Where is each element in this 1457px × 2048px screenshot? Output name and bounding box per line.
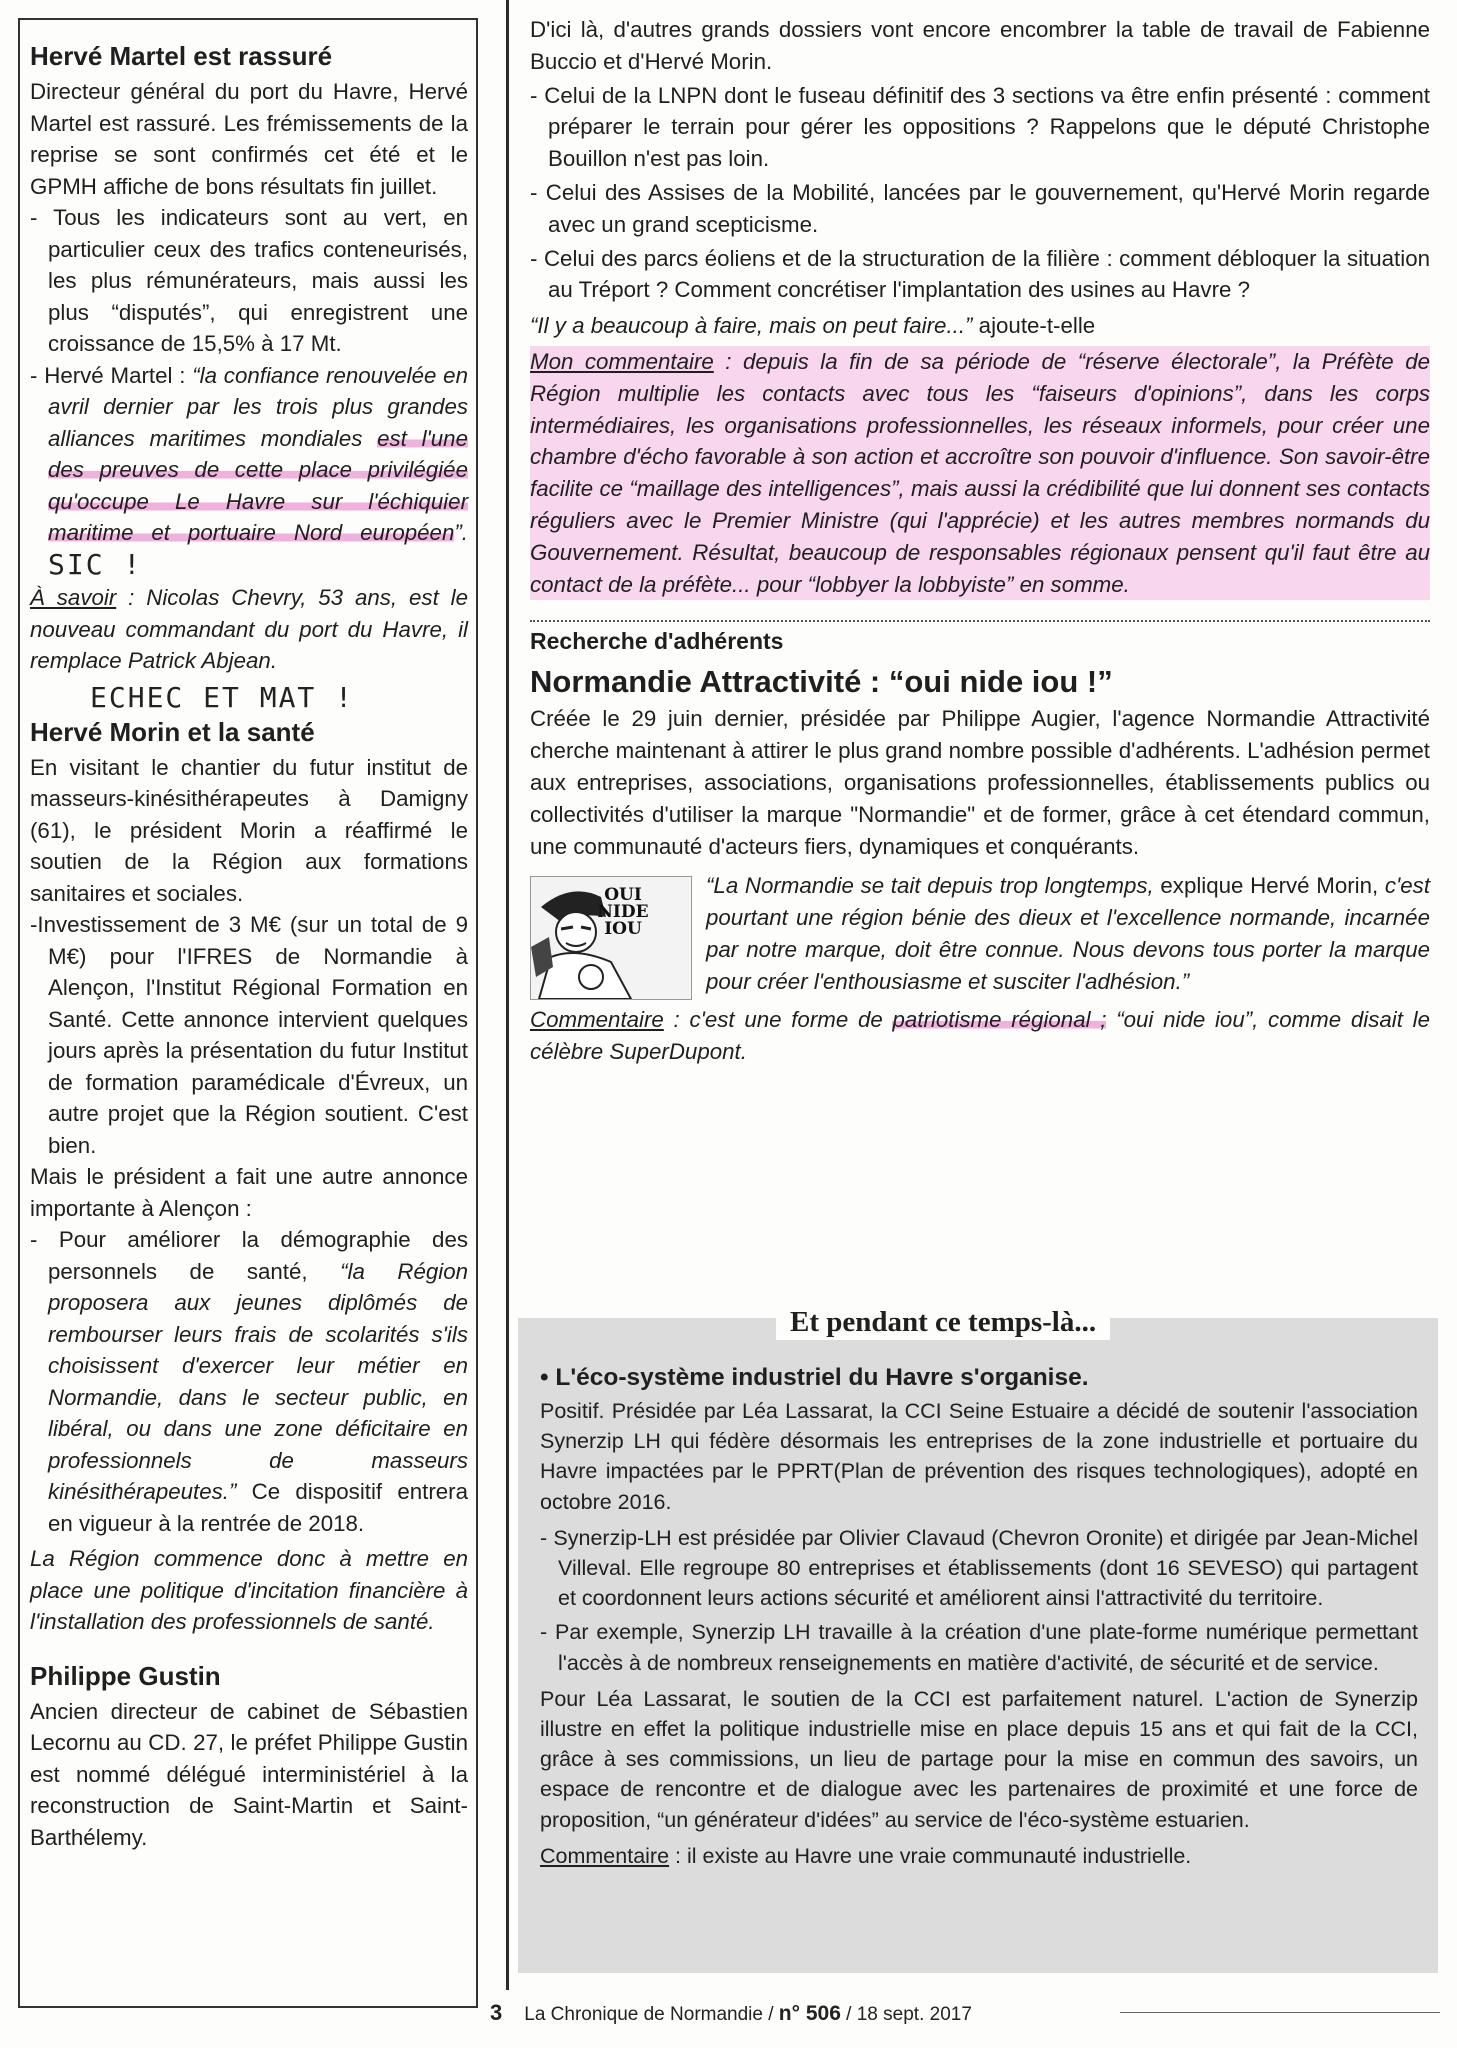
meanwhile-box xyxy=(518,1306,1438,1973)
buccio-quote-attr: ajoute-t-elle xyxy=(972,313,1096,339)
box-commentary-text: : il existe au Havre une vraie communauté industrielle. xyxy=(669,1843,1192,1868)
superdupont-illustration xyxy=(530,876,692,1000)
morin-para-2: Mais le président a fait une autre annonce importante à Alençon : xyxy=(30,1164,468,1221)
gustin-text: Ancien directeur de cabinet de Sébastien Lecornu au CD. 27, le préfet Philippe Gustin est nommé délégué interministériel à la reconstruction de Saint-Martin et Saint-Barthélemy. xyxy=(30,1698,468,1850)
buccio-quote xyxy=(530,310,1430,342)
na-quote-c: c'est pourtant une région bénie des dieux et l'excellence normande, incarnée par notre marque, doit être connue. Nous devons tous porter la marque pour créer l'enthousiasme et susciter l'adhésion.” xyxy=(706,873,1431,994)
na-commentary xyxy=(530,1004,1430,1068)
morin-conclusion: La Région commence donc à mettre en place une politique d'incitation financière à l'installation des professionnels de santé. xyxy=(30,1546,468,1634)
morin-bullet-2-quote: “la Région proposera aux jeunes diplômés de rembourser leurs frais de scolarités s'ils choisissent d'exercer leur métier en Normandie, dans le secteur public, en libéral, ou dans une zone déficitaire en professionnels de masseurs kinésithérapeutes.” xyxy=(48,1258,468,1504)
footer-rule xyxy=(1120,2012,1440,2013)
kicker: Recherche d'adhérents xyxy=(530,628,784,655)
publication-name: La Chronique de Normandie / xyxy=(524,2004,779,2025)
dossier-bullet-2: - Celui des Assises de la Mobilité, lancées par le gouvernement, qu'Hervé Morin regarde avec un grand scepticisme. xyxy=(530,179,1430,237)
dotted-separator xyxy=(530,620,1430,622)
ecosystem-bullet-2: - Par exemple, Synerzip LH travaille à la création d'une plate-forme numérique permettant l'accès à de nombreux renseignements en matière d'activité, de sécurité et de service. xyxy=(540,1620,1418,1675)
na-quote-block xyxy=(530,870,1430,1000)
oui-nide-iou-badge: OUI NIDE IOU xyxy=(597,885,649,940)
morin-list-1 xyxy=(30,909,468,1161)
box-commentary-label: Commentaire xyxy=(540,1843,670,1868)
dossier-bullet-3: - Celui des parcs éoliens et de la structuration de la filière : comment débloquer la situation au Tréport ? Comment concrétiser l'implantation des usines au Havre ? xyxy=(530,245,1430,303)
right-column xyxy=(530,14,1430,1068)
ecosystem-bullet-1: - Synerzip-LH est présidée par Olivier Clavaud (Chevron Oronite) et dirigée par Jean-Michel Villeval. Elle regroupe 80 entreprises et établissements (dont 16 SEVESO) qui partagent et coordonnent leurs actions sécurité et améliorent ainsi l'attractivité du territoire. xyxy=(540,1525,1418,1611)
martel-intro: Directeur général du port du Havre, Hervé Martel est rassuré. Les frémissements de la reprise se sont confirmés cet été et le GPMH affiche de bons résultats fin juillet. xyxy=(30,79,468,199)
handwritten-echec: ECHEC ET MAT ! xyxy=(90,680,355,714)
handwritten-sic: SIC ! xyxy=(48,547,143,581)
issue-date: / 18 sept. 2017 xyxy=(840,2004,972,2025)
ecosystem-headline: • L'éco-système industriel du Havre s'organise. xyxy=(540,1364,1089,1391)
na-text: Créée le 29 juin dernier, présidée par Philippe Augier, l'agence Normandie Attractivité cherche maintenant à attirer le plus grand nombre possible d'adhérents. L'adhésion permet aux entreprises, associations, organisations professionnelles, établissements publics ou collectivités d'utiliser la marque "Normandie" et de former, grâce à cet étendard commun, une communauté d'acteurs fiers, dynamiques et conquérants. xyxy=(530,706,1430,859)
savoir-note xyxy=(30,582,468,677)
martel-bullet-1: - Tous les indicateurs sont au vert, en particulier ceux des trafics conteneurisés, les plus rémunérateurs, mais aussi les plus “disputés”, qui enregistrent une croissance de 15,5% à 17 Mt. xyxy=(30,205,468,356)
dossier-list xyxy=(530,80,1430,307)
martel-bullet-2 xyxy=(30,360,468,583)
na-quote-b: explique Hervé Morin, xyxy=(1153,873,1385,899)
dossier-bullet-1: - Celui de la LNPN dont le fuseau définitif des 3 sections va être enfin présenté : comment préparer le terrain pour gérer les oppositions ? Rappelons que le député Christophe Bouillon n'est pas loin. xyxy=(530,82,1430,172)
morin-list-2 xyxy=(30,1224,468,1539)
my-commentary-label: Mon commentaire xyxy=(530,348,714,374)
savoir-label: À savoir xyxy=(30,585,117,610)
buccio-quote-text: “Il y a beaucoup à faire, mais on peut faire...” xyxy=(530,313,973,339)
savoir-text: : Nicolas Chevry, 53 ans, est le nouveau commandant du port du Havre, il remplace Patrick Abjean. xyxy=(30,585,469,673)
na-headline: Normandie Attractivité : “oui nide iou !” xyxy=(530,664,1113,700)
ecosystem-list xyxy=(540,1523,1418,1678)
martel-quote-highlight: est l'une des preuves de cette place privilégiée qu'occupe Le Havre sur l'échiquier maritime et portuaire Nord européen xyxy=(48,425,468,545)
ecosystem-p2: Pour Léa Lassarat, le soutien de la CCI est parfaitement naturel. L'action de Synerzip illustre en effet la politique industrielle mise en place depuis 15 ans et qui fait de la CCI, grâce à ses commissions, un lieu de partage pour la mise en commun des savoirs, un espace de rencontre et de dialogue avec les partenaires de proximité et une force de proposition, “un générateur d'idées” au service de l'éco-système estuarien. xyxy=(540,1686,1418,1832)
morin-bullet-2-lead: - Pour améliorer la démographie des personnels de santé, xyxy=(30,1227,468,1284)
my-commentary-text: : depuis la fin de sa période de “réserve électorale”, la Préfète de Région multiplie les contacts avec tous les “faiseurs d'opinions”, dans les corps intermédiaires, les organisations professionnelles, les réseaux informels, pour créer une chambre d'écho favorable à son action et accroître son pouvoir d'influence. Son savoir-être facilite ce “maillage des intelligences”, mais aussi la crédibilité que lui donnent ses contacts réguliers avec le Premier Ministre (qui l'apprécie) et les autres membres normands du Gouvernement. Résultat, beaucoup de responsables régionaux pensent qu'il faut être au contact de la préfète... pour “lobbyer la lobbyiste” en somme. xyxy=(530,348,1430,597)
morin-heading: Hervé Morin et la santé xyxy=(30,716,315,747)
na-quote xyxy=(706,870,1430,1000)
box-commentary xyxy=(540,1841,1418,1871)
morin-bullet-2 xyxy=(30,1224,468,1539)
morin-bullet-1: -Investissement de 3 M€ (sur un total de 9 M€) pour l'IFRES de Normandie à Alençon, l'Institut Régional Formation en Santé. Cette annonce intervient quelques jours après la présentation du futur Institut de formation paramédicale d'Évreux, un autre projet que la Région soutient. C'est bien. xyxy=(30,912,468,1158)
na-commentary-a: : c'est une forme de xyxy=(663,1007,893,1033)
martel-quote-end: ”. xyxy=(454,520,468,545)
martel-list xyxy=(30,202,468,582)
column-divider xyxy=(506,0,509,1990)
right-intro: D'ici là, d'autres grands dossiers vont encore encombrer la table de travail de Fabienne Buccio et d'Hervé Morin. xyxy=(530,17,1430,74)
page-footer xyxy=(490,2000,972,2026)
my-commentary xyxy=(530,346,1430,600)
martel-quote-a: “la confiance renouvelée en avril dernier par les trois plus grandes alliances maritimes mondiales xyxy=(48,362,468,451)
na-commentary-b: “oui nide iou”, comme disait le célèbre SuperDupont. xyxy=(530,1007,1430,1065)
page-number: 3 xyxy=(490,2000,503,2025)
na-commentary-highlight: patriotisme régional ; xyxy=(892,1007,1107,1033)
morin-bullet-2-end: Ce dispositif entrera en vigueur à la rentrée de 2018. xyxy=(48,1479,468,1536)
na-quote-a: “La Normandie se tait depuis trop longtemps, xyxy=(706,873,1154,899)
morin-intro: En visitant le chantier du futur institut de masseurs-kinésithérapeutes à Damigny (61), le président Morin a réaffirmé le soutien de la Région aux formations sanitaires et sociales. xyxy=(30,754,468,906)
na-commentary-label: Commentaire xyxy=(530,1007,664,1033)
martel-bullet-2-lead: - Hervé Martel : xyxy=(30,362,193,388)
martel-heading: Hervé Martel est rassuré xyxy=(30,41,333,71)
ecosystem-p1: Positif. Présidée par Léa Lassarat, la CCI Seine Estuaire a décidé de soutenir l'association Synerzip LH qui fédère désormais les entreprises de la zone industrielle et portuaire du Havre impactées par le PPRT(Plan de prévention des risques technologiques), adopté en octobre 2016. xyxy=(540,1399,1418,1514)
gustin-heading: Philippe Gustin xyxy=(30,1660,221,1691)
issue-number: n° 506 xyxy=(778,2002,841,2025)
meanwhile-title: Et pendant ce temps-là... xyxy=(776,1304,1110,1340)
left-column xyxy=(18,18,478,2008)
